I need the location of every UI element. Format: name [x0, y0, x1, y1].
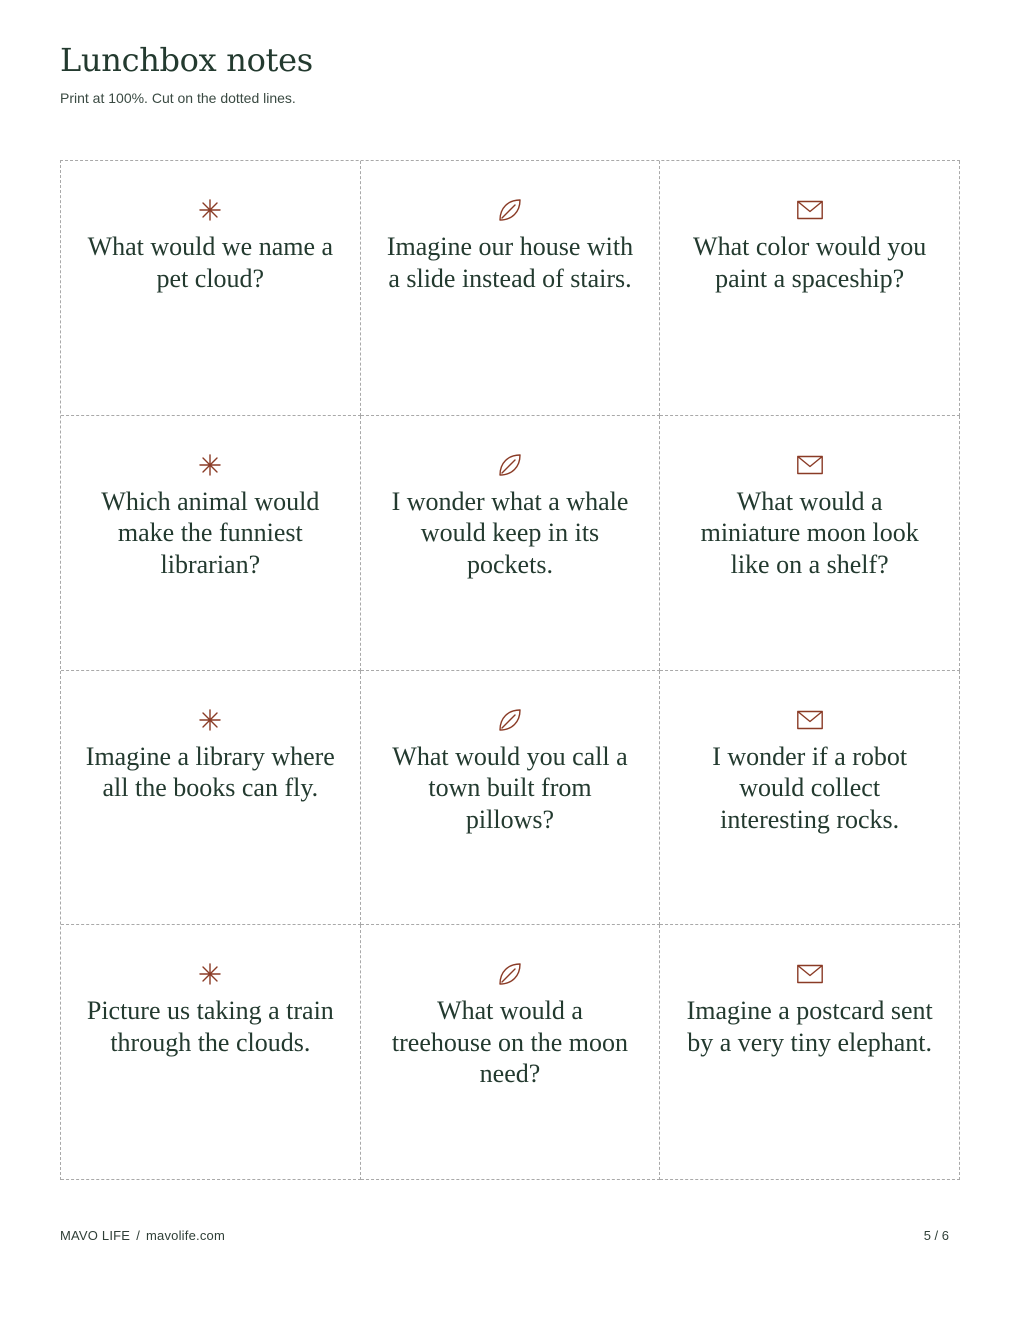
note-card-text: What color would you paint a spaceship?	[693, 232, 927, 293]
footer-credit	[60, 1228, 225, 1244]
leaf-icon	[497, 197, 523, 223]
envelope-icon	[797, 452, 823, 478]
page-title: Lunchbox notes	[60, 41, 313, 79]
note-card	[61, 671, 361, 926]
note-card-text: What would we name a pet cloud?	[87, 232, 334, 293]
note-card-text: Imagine a library where all the books can fly.	[85, 741, 335, 802]
note-card	[61, 416, 361, 671]
note-card-text: Picture us taking a train through the clouds.	[86, 996, 334, 1057]
note-card-text: Imagine a postcard sent by a very tiny elephant.	[686, 996, 933, 1057]
note-card	[61, 925, 361, 1180]
envelope-icon	[797, 707, 823, 733]
footer-brand: MAVO LIFE	[60, 1228, 131, 1243]
note-card	[660, 925, 960, 1180]
note-card	[361, 925, 661, 1180]
asterisk-icon	[197, 961, 223, 987]
footer-separator: /	[136, 1228, 140, 1243]
leaf-icon	[497, 452, 523, 478]
note-card	[61, 161, 361, 416]
note-card-text: Imagine our house with a slide instead of stairs.	[386, 232, 634, 293]
note-card-text: Which animal would make the funniest librarian?	[101, 486, 320, 579]
leaf-icon	[497, 707, 523, 733]
note-card	[660, 416, 960, 671]
asterisk-icon	[197, 197, 223, 223]
note-card-grid	[60, 160, 960, 1180]
envelope-icon	[797, 961, 823, 987]
note-card-text: What would you call a town built from pillows?	[392, 741, 628, 834]
note-card-text: What would a treehouse on the moon need?	[391, 996, 629, 1089]
leaf-icon	[497, 961, 523, 987]
footer-url[interactable]: mavolife.com	[146, 1228, 225, 1243]
print-instructions: Print at 100%. Cut on the dotted lines.	[60, 90, 296, 106]
note-card	[660, 161, 960, 416]
note-card	[361, 161, 661, 416]
note-card-text: What would a miniature moon look like on a shelf?	[700, 486, 919, 579]
asterisk-icon	[197, 707, 223, 733]
note-card	[361, 416, 661, 671]
note-card	[660, 671, 960, 926]
note-card	[361, 671, 661, 926]
note-card-text: I wonder if a robot would collect interesting rocks.	[712, 741, 908, 834]
envelope-icon	[797, 197, 823, 223]
page-number: 5 / 6	[923, 1228, 949, 1243]
note-card-text: I wonder what a whale would keep in its pockets.	[391, 486, 629, 579]
asterisk-icon	[197, 452, 223, 478]
